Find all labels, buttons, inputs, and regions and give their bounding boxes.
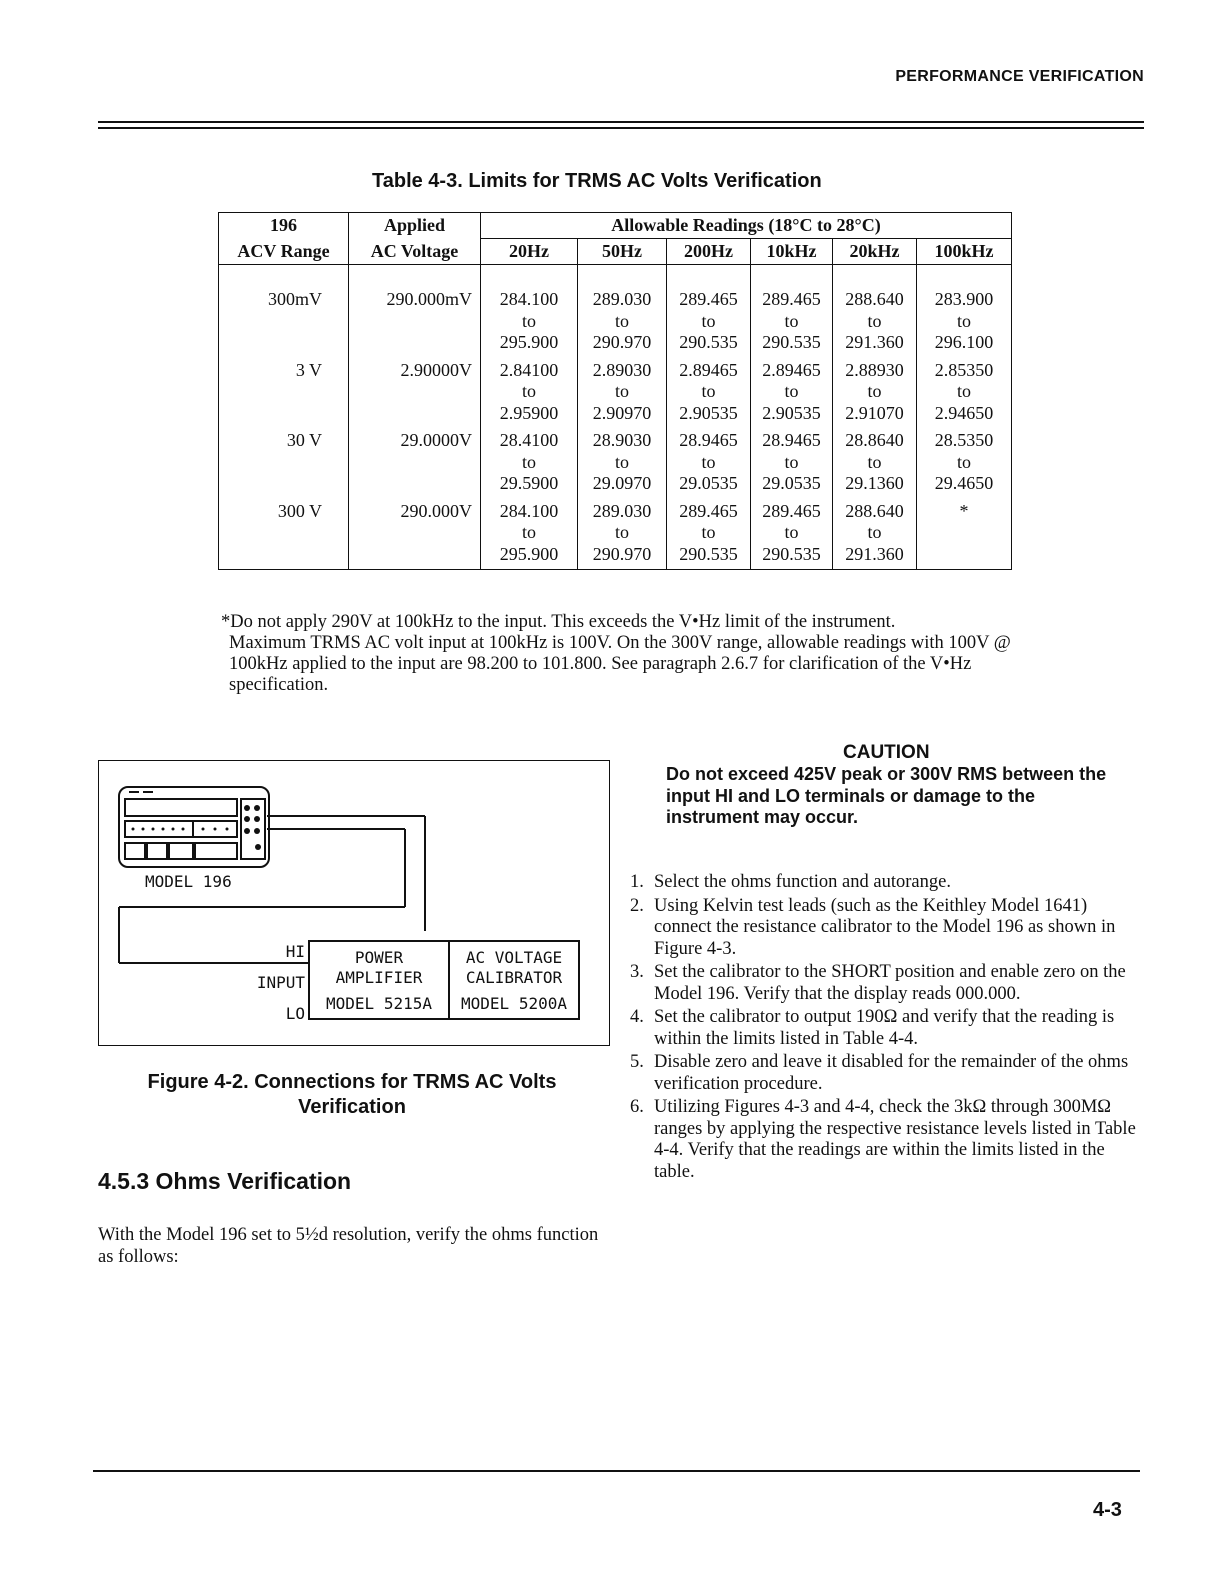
- page-number: 4-3: [1093, 1499, 1122, 1521]
- list-item: 6. Utilizing Figures 4-3 and 4-4, check the 3kΩ through 300MΩ ranges by applying the respective resistance levels listed in Table 4-4. Verify that the readings are within the limits listed in the table.: [630, 1097, 1136, 1182]
- freq-header: 10kHz: [751, 239, 833, 265]
- freq-header: 50Hz: [578, 239, 667, 265]
- limit-cell: 28.8640 to 29.1360: [833, 428, 917, 499]
- limit-cell: 28.9465 to 29.0535: [751, 428, 833, 499]
- col-header-range-line1: 196: [219, 213, 349, 239]
- lo-terminal-label: LO: [285, 1004, 305, 1023]
- footnote-line1: *Do not apply 290V at 100kHz to the input. This exceeds the V•Hz limit of the instrument.: [221, 612, 896, 632]
- table-caption: Table 4-3. Limits for TRMS AC Volts Verification: [372, 170, 822, 192]
- freq-header: 200Hz: [667, 239, 751, 265]
- applied-cell: 290.000V: [349, 499, 481, 570]
- freq-header: 20kHz: [833, 239, 917, 265]
- section-heading: 4.5.3 Ohms Verification: [98, 1168, 352, 1194]
- footer-rule: [93, 1470, 1140, 1472]
- procedure-steps: [630, 872, 1142, 1185]
- calibrator-line2: CALIBRATOR: [465, 968, 563, 987]
- section-intro: With the Model 196 set to 5½d resolution, verify the ohms function as follows:: [98, 1225, 599, 1267]
- applied-cell: 290.000mV: [349, 265, 481, 358]
- limit-cell: 289.465 to 290.535: [667, 265, 751, 358]
- amplifier-model: MODEL 5215A: [326, 994, 432, 1013]
- limit-cell: 289.030 to 290.970: [578, 499, 667, 570]
- limit-cell: 289.465 to 290.535: [667, 499, 751, 570]
- limit-cell: 288.640 to 291.360: [833, 265, 917, 358]
- figure-caption-line1: Figure 4-2. Connections for TRMS AC Volts: [147, 1071, 557, 1093]
- col-header-applied-line1: Applied: [349, 213, 481, 239]
- hi-terminal-label: HI: [285, 942, 305, 961]
- limits-table: [218, 212, 1012, 570]
- limit-cell: 2.89030 to 2.90970: [578, 358, 667, 429]
- button: [195, 843, 237, 859]
- limit-cell: 28.4100 to 29.5900: [481, 428, 578, 499]
- range-cell: 300 V: [219, 499, 349, 570]
- limit-cell: 284.100 to 295.900: [481, 499, 578, 570]
- freq-header: 20Hz: [481, 239, 578, 265]
- footnote-marker-cell: *: [917, 499, 1012, 570]
- calibrator-model: MODEL 5200A: [461, 994, 567, 1013]
- col-header-applied-line2: AC Voltage: [349, 239, 481, 265]
- amplifier-line1: POWER: [354, 948, 404, 967]
- running-header: PERFORMANCE VERIFICATION: [895, 68, 1144, 85]
- caution-text: Do not exceed 425V peak or 300V RMS between the input HI and LO terminals or damage to the instrument may occur.: [666, 764, 1107, 827]
- table-row: [219, 358, 1012, 429]
- figure-caption-line2: Verification: [298, 1096, 406, 1118]
- applied-cell: 29.0000V: [349, 428, 481, 499]
- calibrator-line1: AC VOLTAGE: [465, 948, 563, 967]
- table-row: [219, 499, 1012, 570]
- freq-header: 100kHz: [917, 239, 1012, 265]
- limit-cell: 2.84100 to 2.95900: [481, 358, 578, 429]
- connection-diagram: [99, 761, 609, 1045]
- figure-caption: [122, 1070, 582, 1120]
- limit-cell: 289.030 to 290.970: [578, 265, 667, 358]
- model-196-label: MODEL 196: [145, 872, 232, 891]
- list-item: 5. Disable zero and leave it disabled for the remainder of the ohms verification procedure.: [630, 1052, 1129, 1094]
- limit-cell: 288.640 to 291.360: [833, 499, 917, 570]
- table-row: [219, 265, 1012, 358]
- col-header-range-line2: ACV Range: [219, 239, 349, 265]
- header-rule: [98, 127, 1144, 129]
- list-item: 4. Set the calibrator to output 190Ω and verify that the reading is within the limits listed in Table 4-4.: [630, 1007, 1115, 1049]
- limit-cell: 2.88930 to 2.91070: [833, 358, 917, 429]
- range-cell: 30 V: [219, 428, 349, 499]
- figure-4-2-diagram: [98, 760, 610, 1046]
- allowable-readings-header: Allowable Readings (18°C to 28°C): [481, 213, 1012, 239]
- table-footnote: [221, 612, 1031, 696]
- header-rule: [98, 121, 1144, 123]
- limit-cell: 28.9030 to 29.0970: [578, 428, 667, 499]
- limit-cell: 2.89465 to 2.90535: [667, 358, 751, 429]
- limit-cell: 28.5350 to 29.4650: [917, 428, 1012, 499]
- input-label: INPUT: [256, 973, 305, 992]
- table-row: [219, 428, 1012, 499]
- list-item: 1. Select the ohms function and autorange.: [630, 872, 951, 892]
- footnote-rest: Maximum TRMS AC volt input at 100kHz is 100V. On the 300V range, allowable readings with 100V @ 100kHz applied to the input are 98.200 to 101.800. See paragraph 2.6.7 for clarification of the V•Hz specification.: [229, 633, 1011, 695]
- list-item: 2. Using Kelvin test leads (such as the Keithley Model 1641) connect the resistance calibrator to the Model 196 as shown in Figure 4-3.: [630, 895, 1116, 959]
- button: [169, 843, 193, 859]
- range-cell: 300mV: [219, 265, 349, 358]
- list-item: 3. Set the calibrator to the SHORT position and enable zero on the Model 196. Verify that the display reads 000.000.: [630, 962, 1126, 1004]
- button: [125, 843, 145, 859]
- limit-cell: 283.900 to 296.100: [917, 265, 1012, 358]
- button: [147, 843, 167, 859]
- limit-cell: 289.465 to 290.535: [751, 265, 833, 358]
- limit-cell: 2.85350 to 2.94650: [917, 358, 1012, 429]
- caution-title: CAUTION: [843, 742, 930, 763]
- limit-cell: 284.100 to 295.900: [481, 265, 578, 358]
- limit-cell: 28.9465 to 29.0535: [667, 428, 751, 499]
- limit-cell: 289.465 to 290.535: [751, 499, 833, 570]
- range-cell: 3 V: [219, 358, 349, 429]
- amplifier-line2: AMPLIFIER: [335, 968, 423, 987]
- applied-cell: 2.90000V: [349, 358, 481, 429]
- limit-cell: 2.89465 to 2.90535: [751, 358, 833, 429]
- display-window: [125, 799, 237, 816]
